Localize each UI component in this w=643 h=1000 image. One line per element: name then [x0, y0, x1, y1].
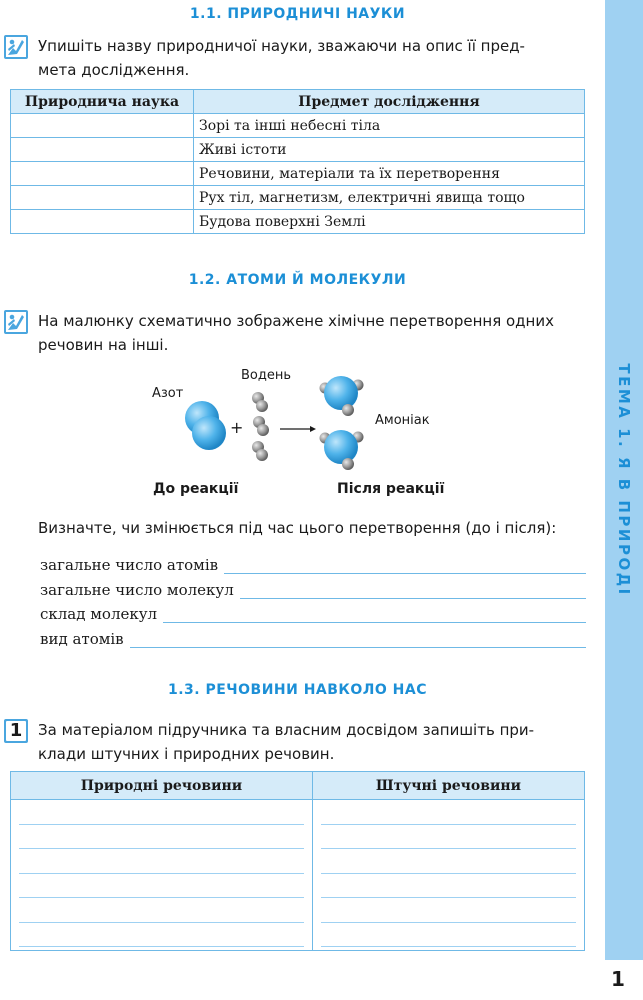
after-reaction-label: Після реакції: [337, 481, 445, 497]
subject-cell: Живі істоти: [194, 138, 585, 162]
nitrogen-molecule: [185, 401, 226, 450]
subject-cell: Речовини, матеріали та їх перетворення: [194, 162, 585, 186]
hydrogen-label: Водень: [241, 368, 292, 383]
ammonia-molecule: [320, 430, 364, 470]
table-row: [11, 114, 585, 138]
before-reaction-label: До реакції: [153, 481, 239, 497]
plus-sign: +: [230, 418, 244, 437]
task-line: Упишіть назву природничої науки, зважаючи на опис її пред-: [38, 37, 525, 55]
table-header: Природнича наука: [11, 90, 194, 114]
task-number: 1: [6, 721, 26, 741]
table-header: Природні речовини: [11, 772, 313, 800]
subject-cell: Зорі та інші небесні тіла: [194, 114, 585, 138]
fill-row-molecule-composition: [40, 601, 586, 623]
answer-cell[interactable]: [11, 114, 194, 138]
table-header: Предмет дослідження: [194, 90, 585, 114]
fill-label: загальне число атомів: [40, 556, 219, 574]
hydrogen-molecule: [252, 441, 268, 461]
task-line: речовин на інші.: [38, 336, 169, 354]
fill-label: склад молекул: [40, 605, 158, 623]
subject-cell: Рух тіл, магнетизм, електричні явища тощо: [194, 186, 585, 210]
fill-row-total-molecules: [40, 577, 586, 599]
section-title-atoms-molecules: 1.2. АТОМИ Й МОЛЕКУЛИ: [188, 272, 407, 288]
substances-table: [10, 771, 585, 951]
fill-row-atom-type: [40, 626, 586, 648]
ammonia-label: Амоніак: [375, 413, 430, 428]
section-title-substances: 1.3. РЕЧОВИНИ НАВКОЛО НАС: [167, 682, 428, 698]
artificial-substances-cell[interactable]: [312, 800, 584, 951]
task-number-icon: [4, 719, 28, 743]
ammonia-molecule: [320, 376, 364, 416]
section-title-natural-sciences: 1.1. ПРИРОДНИЧІ НАУКИ: [189, 6, 406, 22]
nitrogen-label: Азот: [152, 386, 184, 401]
table-row: [11, 186, 585, 210]
page-number: 1: [611, 967, 625, 991]
task-line: мета дослідження.: [38, 61, 190, 79]
answer-cell[interactable]: [11, 162, 194, 186]
question-text: Визначте, чи змінюється під час цього перетворення (до і після):: [38, 519, 557, 537]
answer-cell[interactable]: [11, 210, 194, 234]
side-band-title: ТЕМА 1. Я В ПРИРОДІ: [615, 363, 633, 597]
reaction-diagram: [130, 360, 470, 500]
answer-line[interactable]: [163, 606, 586, 623]
fill-label: вид атомів: [40, 630, 124, 648]
hydrogen-molecule: [252, 392, 268, 412]
writing-task-icon: [4, 35, 28, 59]
answer-cell[interactable]: [11, 186, 194, 210]
writing-task-icon: [4, 310, 28, 334]
reaction-svg: [130, 360, 470, 500]
answer-cell[interactable]: [11, 138, 194, 162]
sciences-table: [10, 89, 585, 234]
task-text-2: [38, 309, 586, 357]
table-row: [11, 800, 585, 951]
hydrogen-molecule: [253, 416, 269, 436]
task-line: клади штучних і природних речовин.: [38, 745, 335, 763]
fill-row-total-atoms: [40, 552, 586, 574]
table-row: [11, 138, 585, 162]
task-text-3: [38, 718, 586, 766]
task-text-1: [38, 34, 586, 82]
answer-line[interactable]: [130, 631, 586, 648]
task-line: На малюнку схематично зображене хімічне перетворення одних: [38, 312, 554, 330]
task-line: За матеріалом підручника та власним досвідом запишіть при-: [38, 721, 535, 739]
subject-cell: Будова поверхні Землі: [194, 210, 585, 234]
reaction-arrow: [280, 426, 316, 432]
table-header: Штучні речовини: [312, 772, 584, 800]
fill-label: загальне число молекул: [40, 581, 234, 599]
natural-substances-cell[interactable]: [11, 800, 313, 951]
answer-line[interactable]: [224, 557, 586, 574]
table-row: [11, 162, 585, 186]
table-row: [11, 210, 585, 234]
answer-line[interactable]: [240, 582, 586, 599]
